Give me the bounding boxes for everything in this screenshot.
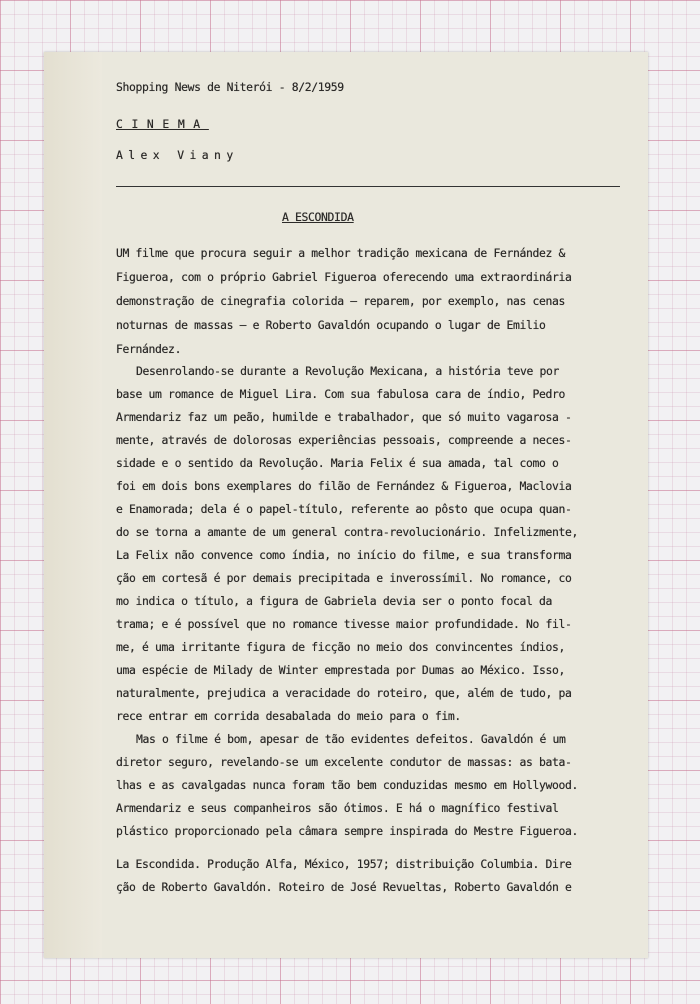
body-line: mo indica o título, a figura de Gabriela devia ser o ponto focal da xyxy=(116,594,553,608)
body-line: foi em dois bons exemplares do filão de Fernández & Figueroa, Maclovia xyxy=(116,479,572,493)
body-line: UM filme que procura seguir a melhor tradição mexicana de Fernández & xyxy=(116,246,566,260)
body-line: e Enamorada; dela é o papel-título, referente ao pôsto que ocupa quan- xyxy=(116,502,572,516)
body-line: uma espécie de Milady de Winter emprestada por Dumas ao México. Isso, xyxy=(116,663,566,677)
body-line: Mas o filme é bom, apesar de tão evidentes defeitos. Gavaldón é um xyxy=(136,732,566,746)
section-heading: CINEMA xyxy=(116,117,209,131)
article-title: A ESCONDIDA xyxy=(282,210,354,224)
body-line: me, é uma irritante figura de ficção no meio dos convincentes índios, xyxy=(116,640,566,654)
body-line: ção de Roberto Gavaldón. Roteiro de José Revueltas, Roberto Gavaldón e xyxy=(116,880,572,894)
body-line: ção em cortesã é por demais precipitada e inverossímil. No romance, co xyxy=(116,571,572,585)
body-line: Desenrolando-se durante a Revolução Mexicana, a história teve por xyxy=(136,364,560,378)
body-line: La Escondida. Produção Alfa, México, 1957; distribuição Columbia. Dire xyxy=(116,857,572,871)
body-line: demonstração de cinegrafia colorida — reparem, por exemplo, nas cenas xyxy=(116,294,566,308)
body-line: trama; e é possível que no romance tivesse maior profundidade. No fil- xyxy=(116,617,572,631)
author-line: Alex Viany xyxy=(116,148,239,162)
body-line: mente, através de dolorosas experiências pessoais, compreende a neces- xyxy=(116,433,572,447)
body-line: naturalmente, prejudica a veracidade do roteiro, que, além de tudo, pa xyxy=(116,686,572,700)
body-line: noturnas de massas — e Roberto Gavaldón ocupando o lugar de Emilio xyxy=(116,318,546,332)
page-fold-shadow xyxy=(44,52,102,958)
body-line: lhas e as cavalgadas nunca foram tão bem conduzidas mesmo em Hollywood. xyxy=(116,778,579,792)
body-line: sidade e o sentido da Revolução. Maria Felix é sua amada, tal como o xyxy=(116,456,559,470)
body-line: Fernández. xyxy=(116,342,182,356)
body-line: diretor seguro, revelando-se um excelente condutor de massas: as bata- xyxy=(116,755,572,769)
body-line: rece entrar em corrida desabalada do meio para o fim. xyxy=(116,709,461,723)
body-line: La Felix não convence como índia, no início do filme, e sua transforma xyxy=(116,548,572,562)
body-line: Armendariz faz um peão, humilde e trabalhador, que só muito vagarosa - xyxy=(116,410,572,424)
body-line: base um romance de Miguel Lira. Com sua fabulosa cara de índio, Pedro xyxy=(116,387,566,401)
body-line: Figueroa, com o próprio Gabriel Figueroa oferecendo uma extraordinária xyxy=(116,270,572,284)
source-line: Shopping News de Niterói - 8/2/1959 xyxy=(116,80,344,94)
body-line: Armendariz e seus companheiros são ótimos. E há o magnífico festival xyxy=(116,801,559,815)
body-line: plástico proporcionado pela câmara sempre inspirada do Mestre Figueroa. xyxy=(116,824,579,838)
divider-rule xyxy=(116,186,620,187)
body-line: do se torna a amante de um general contra-revolucionário. Infelizmente, xyxy=(116,525,579,539)
